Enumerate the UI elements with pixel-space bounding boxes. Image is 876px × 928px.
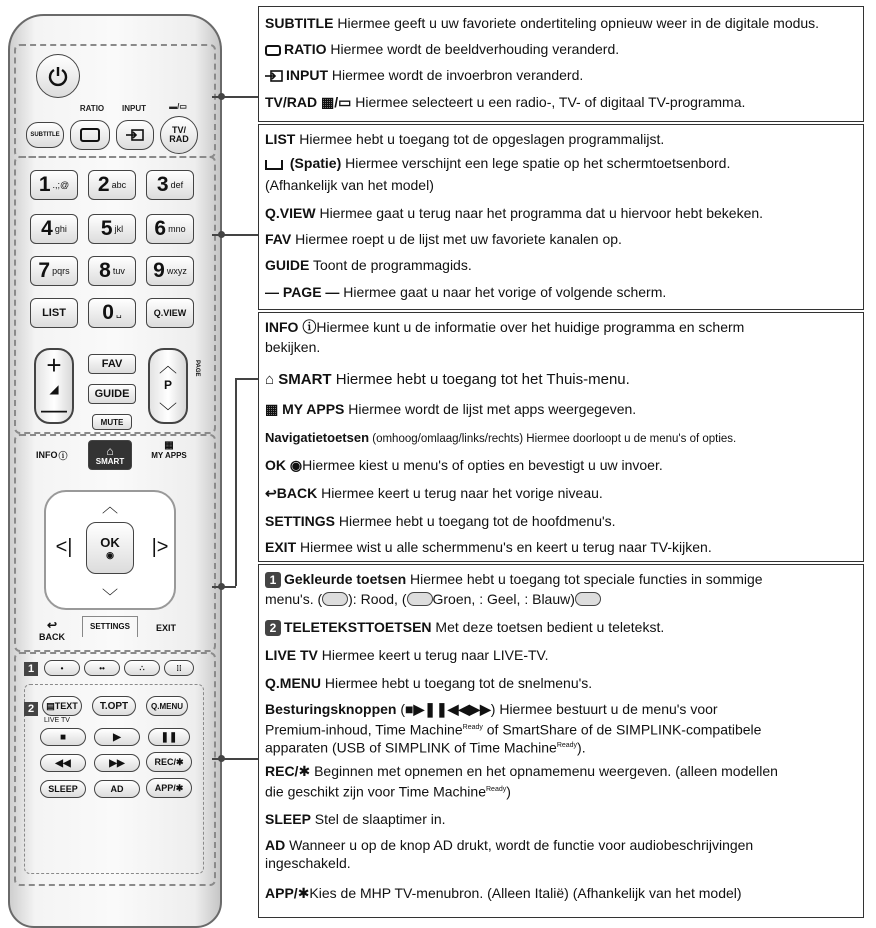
row-red-text: ): Rood, ( <box>348 591 407 607</box>
row-back-key: BACK <box>276 485 318 501</box>
subtitle-button[interactable]: SUBTITLE <box>26 122 64 148</box>
number-0-button[interactable] <box>88 298 136 328</box>
remote-control-illustration <box>0 0 228 925</box>
row-livetv-text: Hiermee keert u terug naar LIVE-TV. <box>317 647 549 663</box>
number-4-button[interactable] <box>30 214 78 244</box>
text-label: TEXT <box>54 701 78 711</box>
number-2-digit: 2 <box>97 173 110 196</box>
marker-2: 2 <box>24 702 38 716</box>
row-ad-cont: ingeschakeld. <box>265 855 351 871</box>
info-label: INFO <box>36 450 58 460</box>
qmenu-button[interactable]: Q.MENU <box>146 696 188 716</box>
number-2-icon: 2 <box>265 620 281 636</box>
row-green-text: Groen, : Geel, : Blauw) <box>432 591 575 607</box>
row-smart <box>265 371 859 388</box>
smart-button[interactable] <box>88 440 132 470</box>
connector-dot-2 <box>218 231 225 238</box>
row-info-cont: bekijken. <box>265 339 321 355</box>
marker-1: 1 <box>24 662 38 676</box>
pause-button[interactable] <box>148 728 190 746</box>
row-page-text: Hiermee gaat u naar het vorige of volgende scherm. <box>339 284 667 300</box>
row-control-cont-text: Premium-inhoud, Time Machine <box>265 721 463 738</box>
row-smart-text: Hiermee hebt u toegang tot het Thuis-menu. <box>331 371 630 388</box>
rec-button[interactable] <box>146 752 192 772</box>
settings-button[interactable]: SETTINGS <box>82 616 138 637</box>
program-label: P <box>163 378 172 392</box>
row-teletext <box>265 619 859 636</box>
row-info-text: Hiermee kunt u de informatie over het huidige programma en scherm <box>316 319 745 335</box>
app-star-icon: ✱ <box>175 782 184 793</box>
number-5-digit: 5 <box>100 217 113 240</box>
input-icon <box>125 128 145 142</box>
row-info-key: INFO <box>265 319 299 335</box>
number-4-letters: ghi <box>54 224 67 234</box>
row-ad-text: Wanneer u op de knop AD drukt, wordt de functie voor audiobeschrijvingen <box>285 837 754 853</box>
yellow-button[interactable]: ∴ <box>124 660 160 676</box>
row-rec-cont <box>265 781 859 801</box>
number-6-letters: mno <box>168 224 186 234</box>
blue-key-icon <box>575 592 601 606</box>
row-space-text: Hiermee verschijnt een lege spatie op het schermtoetsenbord. <box>341 155 731 171</box>
row-qview-text: Hiermee gaat u terug naar het programma dat u hiervoor hebt bekeken. <box>315 205 764 221</box>
nav-up-button[interactable]: ︿ <box>101 499 118 516</box>
fav-button[interactable]: FAV <box>88 354 136 374</box>
row-smart-key: SMART <box>278 371 332 388</box>
ready-superscript: Ready <box>462 724 483 731</box>
rec-label: REC/ <box>154 757 176 767</box>
green-key-icon <box>407 592 433 606</box>
row-sleep-text: Stel de slaaptimer in. <box>310 811 446 827</box>
row-qview <box>265 205 859 222</box>
number-6-button[interactable] <box>146 214 194 244</box>
row-settings-text: Hiermee hebt u toegang tot de hoofdmenu's. <box>335 513 616 529</box>
row-settings <box>265 513 859 530</box>
apps-grid-icon: ▦ <box>265 401 279 417</box>
blue-button[interactable]: ⁞⁞ <box>164 660 194 676</box>
guide-button[interactable]: GUIDE <box>88 384 136 404</box>
page-right-icon: — <box>325 284 340 300</box>
volume-down-icon: — <box>41 394 67 424</box>
row-colored-keys-key: Gekleurde toetsen <box>284 571 407 587</box>
row-guide <box>265 257 859 274</box>
input-label: INPUT <box>122 104 146 113</box>
home-icon: ⌂ <box>106 443 114 458</box>
row-rec <box>265 763 859 780</box>
row-back-text: Hiermee keert u terug naar het vorige niveau. <box>317 485 603 501</box>
row-fav-key: FAV <box>265 231 292 247</box>
number-5-button[interactable] <box>88 214 136 244</box>
row-qview-key: Q.VIEW <box>265 205 316 221</box>
row-rec-cont-text2: ) <box>506 783 511 800</box>
row-control-cont2-text2: ). <box>577 739 586 756</box>
row-list-text: Hiermee hebt u toegang tot de opgeslagen programmalijst. <box>295 131 665 147</box>
panel-top-buttons <box>258 6 864 122</box>
space-icon: ␣ <box>115 307 122 318</box>
row-qmenu-text: Hiermee hebt u toegang tot de snelmenu's. <box>321 675 593 691</box>
text-button[interactable] <box>42 696 82 716</box>
number-5-letters: jkl <box>114 224 124 234</box>
row-myapps-text: Hiermee wordt de lijst met apps weergegeven. <box>344 401 637 417</box>
row-qmenu-key: Q.MENU <box>265 675 321 691</box>
red-key-icon <box>322 592 348 606</box>
fastforward-button[interactable] <box>94 754 140 772</box>
row-qmenu <box>265 675 859 692</box>
stop-button[interactable] <box>40 728 86 746</box>
row-subtitle <box>265 15 859 32</box>
play-icon: ▶ <box>113 731 121 743</box>
ok-label: OK <box>100 535 120 550</box>
chevron-down-icon: ﹀ <box>159 402 177 422</box>
myapps-label: MY APPS <box>151 451 187 460</box>
ok-icon: ◉ <box>289 457 303 473</box>
row-control-text: ) Hiermee bestuurt u de menu's voor <box>490 701 718 717</box>
number-1-icon: 1 <box>265 572 281 588</box>
volume-up-icon: + <box>46 350 62 380</box>
row-colored-keys <box>265 571 859 588</box>
row-fav <box>265 231 859 248</box>
number-8-button[interactable] <box>88 256 136 286</box>
row-navigation-key: Navigatietoetsen <box>265 430 370 445</box>
myapps-button[interactable] <box>144 440 194 470</box>
row-app-key: APP/ <box>265 885 298 901</box>
row-info <box>265 319 859 336</box>
row-sleep-key: SLEEP <box>265 811 311 827</box>
panel-number-buttons <box>258 124 864 310</box>
rec-star-icon: ✱ <box>298 763 311 779</box>
number-9-digit: 9 <box>153 259 165 282</box>
connector-dot-4 <box>218 755 225 762</box>
row-space <box>265 155 859 172</box>
number-9-button[interactable] <box>146 256 194 286</box>
row-page <box>265 284 859 301</box>
volume-rocker[interactable] <box>34 348 74 424</box>
nav-right-button[interactable]: |> <box>151 536 169 558</box>
back-arrow-icon: ↩ <box>46 618 58 632</box>
sleep-button[interactable]: SLEEP <box>40 780 86 798</box>
ratio-button[interactable] <box>70 120 110 150</box>
ad-button[interactable]: AD <box>94 780 140 798</box>
ready-superscript-2: Ready <box>556 742 578 749</box>
number-3-letters: def <box>170 180 184 190</box>
ratio-icon <box>265 45 281 56</box>
space-icon <box>265 160 283 170</box>
number-7-letters: pqrs <box>52 266 70 276</box>
row-exit-key: EXIT <box>265 539 297 555</box>
number-1-button[interactable] <box>30 170 78 200</box>
tvrad-bottom-text: RAD <box>169 134 189 144</box>
number-4-digit: 4 <box>41 217 53 240</box>
row-tvrad-text: Hiermee selecteert u een radio-, TV- of digitaal TV-programma. <box>351 94 746 110</box>
rewind-icon: ◀◀ <box>55 757 71 769</box>
app-button[interactable] <box>146 778 192 798</box>
stop-icon: ■ <box>59 731 67 743</box>
red-button[interactable]: • <box>44 660 80 676</box>
number-3-button[interactable] <box>146 170 194 200</box>
back-button[interactable] <box>30 608 74 642</box>
row-colored-keys-cont-text: menu's. ( <box>265 591 323 607</box>
ok-button[interactable] <box>86 522 134 574</box>
green-button[interactable]: •• <box>84 660 120 676</box>
number-9-letters: wxyz <box>166 266 187 276</box>
pause-icon: ❚❚ <box>160 731 178 743</box>
ratio-label: RATIO <box>79 104 105 113</box>
back-arrow-icon: ↩ <box>265 485 277 501</box>
row-app <box>265 885 859 902</box>
row-navigation <box>265 429 859 448</box>
livetv-label: LIVE TV <box>44 717 70 724</box>
row-ratio <box>265 41 859 58</box>
row-colored-keys-cont <box>265 591 859 608</box>
nav-down-button[interactable]: ﹀ <box>101 589 118 606</box>
row-guide-text: Toont de programmagids. <box>309 257 472 273</box>
row-list <box>265 131 859 148</box>
row-space-note: (Afhankelijk van het model) <box>265 177 434 193</box>
row-subtitle-key: SUBTITLE <box>265 15 334 31</box>
exit-button[interactable]: EXIT <box>155 623 176 633</box>
number-2-letters: abc <box>111 180 127 190</box>
row-ok-key: OK <box>265 457 286 473</box>
input-button[interactable] <box>116 120 154 150</box>
row-control <box>265 701 859 718</box>
row-ratio-key: RATIO <box>284 41 327 57</box>
number-2-button[interactable] <box>88 170 136 200</box>
home-icon: ⌂ <box>265 371 275 388</box>
row-myapps <box>265 401 859 418</box>
topt-button[interactable]: T.OPT <box>92 696 136 716</box>
ok-dot-icon: ◉ <box>106 550 114 560</box>
chevron-up-icon: ︿ <box>159 356 177 376</box>
program-rocker[interactable] <box>148 348 188 424</box>
number-1-digit: 1 <box>38 173 51 196</box>
row-subtitle-text: Hiermee geeft u uw favoriete ondertiteling opnieuw weer in de digitale modus. <box>333 15 820 31</box>
ratio-icon <box>80 128 100 142</box>
row-input-key: INPUT <box>286 67 328 83</box>
number-1-letters: .,;@ <box>52 180 70 190</box>
row-teletext-text: Met deze toetsen bedient u teletekst. <box>431 619 665 635</box>
row-back <box>265 485 859 502</box>
info-button[interactable] <box>36 446 82 464</box>
row-livetv-key: LIVE TV <box>265 647 318 663</box>
row-control-key: Besturingsknoppen <box>265 701 397 717</box>
tv-icon: ▦/▭ <box>321 94 352 110</box>
smart-label: SMART <box>95 456 125 466</box>
row-control-cont2 <box>265 737 859 757</box>
app-star-icon: ✱ <box>297 885 310 901</box>
nav-left-button[interactable]: <| <box>55 536 73 558</box>
text-icon: ▤ <box>46 700 55 711</box>
tvrad-button[interactable] <box>160 116 198 154</box>
connector-3-top <box>235 378 258 380</box>
row-teletext-key: TELETEKSTTOETSEN <box>284 619 432 635</box>
number-8-letters: tuv <box>112 266 125 276</box>
mute-button[interactable]: MUTE <box>92 414 132 430</box>
row-app-text: Kies de MHP TV-menubron. (Alleen Italië) (Afhankelijk van het model) <box>309 885 742 901</box>
row-control-cont2-text: apparaten (USB of SIMPLINK of Time Machine <box>265 739 557 756</box>
info-icon: ⓘ <box>302 319 317 335</box>
fastforward-icon: ▶▶ <box>109 757 125 769</box>
media-controls-icon: ■▶❚❚◀◀▶▶ <box>405 701 491 717</box>
power-icon <box>47 65 69 87</box>
input-icon <box>265 70 283 82</box>
row-rec-cont-text: die geschikt zijn voor Time Machine <box>265 783 486 800</box>
panel-bottom-buttons <box>258 564 864 918</box>
row-livetv <box>265 647 859 664</box>
tvrad-top-text: TV/ <box>171 125 186 135</box>
rewind-button[interactable] <box>40 754 86 772</box>
connector-dot-1 <box>218 93 225 100</box>
number-7-button[interactable] <box>30 256 78 286</box>
number-6-digit: 6 <box>154 217 167 240</box>
row-ok-text: Hiermee kiest u menu's of opties en bevestigt u uw invoer. <box>302 457 663 473</box>
number-0-digit: 0 <box>102 301 114 324</box>
page-side-label: PAGE <box>194 360 200 377</box>
panel-navigation-buttons <box>258 312 864 562</box>
connector-dot-3 <box>218 583 225 590</box>
row-guide-key: GUIDE <box>265 257 310 273</box>
connector-3-vertical <box>235 378 237 586</box>
row-tvrad <box>265 94 859 111</box>
play-button[interactable] <box>94 728 140 746</box>
list-button[interactable]: LIST <box>30 298 78 328</box>
row-navigation-text: (omhoog/omlaag/links/rechts) Hiermee doorloopt u de menu's of opties. <box>369 433 737 445</box>
row-tvrad-key: TV/RAD <box>265 94 318 110</box>
row-control-open: ( <box>396 701 406 717</box>
row-fav-text: Hiermee roept u de lijst met uw favoriete kanalen op. <box>291 231 622 247</box>
row-exit-text: Hiermee wist u alle schermmenu's en keert u terug naar TV-kijken. <box>296 539 712 555</box>
row-ad-key: AD <box>265 837 286 853</box>
number-7-digit: 7 <box>38 259 51 282</box>
row-page-key: PAGE <box>282 284 322 300</box>
row-ratio-text: Hiermee wordt de beeldverhouding veranderd. <box>326 41 620 57</box>
row-myapps-key: MY APPS <box>282 401 345 417</box>
apps-grid-icon: ▦ <box>164 440 174 451</box>
row-control-cont <box>265 719 859 739</box>
row-list-key: LIST <box>265 131 296 147</box>
row-input-text: Hiermee wordt de invoerbron veranderd. <box>328 67 584 83</box>
row-sleep <box>265 811 859 828</box>
row-ok <box>265 457 859 474</box>
qview-button[interactable]: Q.VIEW <box>146 298 194 328</box>
row-rec-text: Beginnen met opnemen en het opnamemenu weergeven. (alleen modellen <box>310 763 778 779</box>
ready-superscript-3: Ready <box>486 786 507 793</box>
row-settings-key: SETTINGS <box>265 513 336 529</box>
volume-icon: ◢ <box>49 382 59 396</box>
power-button[interactable] <box>36 54 80 98</box>
row-space-key: (Spatie) <box>289 155 342 171</box>
tvrad-icon-label: ▬/▭ <box>169 102 187 111</box>
app-label: APP/ <box>154 783 176 793</box>
rec-star-icon: ✱ <box>175 756 184 767</box>
number-8-digit: 8 <box>99 259 111 282</box>
row-colored-keys-text: Hiermee hebt u toegang tot speciale functies in sommige <box>406 571 763 587</box>
back-label: BACK <box>39 632 65 642</box>
row-control-cont-text2: of SmartShare of de SIMPLINK-compatibele <box>482 721 762 738</box>
number-3-digit: 3 <box>156 173 169 196</box>
info-icon: ⓘ <box>58 450 68 461</box>
row-exit <box>265 539 859 556</box>
row-ad <box>265 837 859 854</box>
page-left-icon: — <box>265 284 279 300</box>
row-input <box>265 67 859 84</box>
row-rec-key: REC/ <box>265 763 299 779</box>
description-panels <box>258 6 864 918</box>
